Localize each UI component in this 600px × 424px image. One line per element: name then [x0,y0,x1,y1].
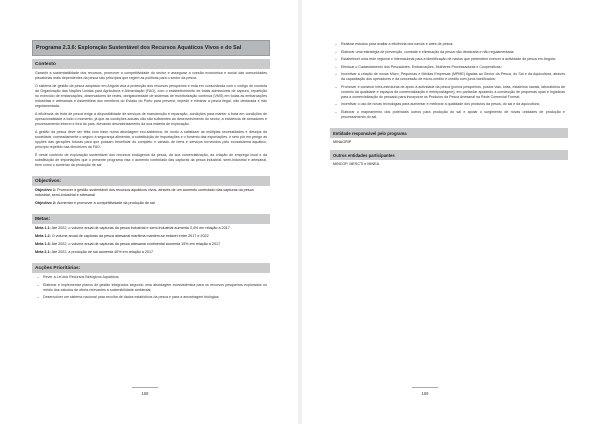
entidade-responsavel-value: MINAGRIP [333,140,352,144]
objectivo-text: Aumentar e promover a competitividade da produção de sal [56,201,155,205]
objectivos-list [32,186,270,211]
meta-key: Meta 1.1: [35,226,51,230]
contexto-text [32,69,270,173]
outras-entidades-heading: Outros entidades participantes [330,150,568,160]
contexto-heading: Contexto [32,59,270,69]
contexto-paragraph: Garantir a sustentabilidade dos recursos, promover a competitividade do sector e assegurar a coesão económica e social das comunidades piscatórias mais dependentes da pesca são princípios que regem as políticas para o sector da pesca. [35,71,267,80]
accao-item: – Elaborar e implementar planos de gestão integrados segundo uma abordagem ecossistémica para os recursos pesqueiros explorados no médio dos estudos de oferta relevantes à sostenibilidade ambiental; [43,283,267,293]
accao-item: – Desenvolver um sistema nacional para recolha de dados estatísticos da pesca e para a amostragem biológica; [43,295,267,300]
meta-item [35,250,267,255]
accao-item: – Elaborar o mapeamento dos potenciais outros para produção do sal e apoiar o surgimento de novas unidades de produção e processamento do sal. [341,110,565,120]
meta-key: Meta 1.2: [35,234,51,238]
accao-item: – Rever a Lei dos Recursos Biológicos Aquáticos; [43,275,267,280]
meta-text: Até 2022, o volume anual de capturas da pesca industrial e semi-industrial aumenta 3,4% em relação a 2017 [51,226,230,230]
accoes-continued-list [330,40,568,124]
contexto-paragraph: O sistema de gestão da pesca adoptado em Angola visa a protecção dos recursos pesqueiros e está em consonância com o código de conduta da Organização das Nações Unidas para Agricultura e Alimentação (FAO), com o estabelecimento de totais admissíveis de captura, repartição no exercício de embarcações, observadores de redes, obrigatoriedade de sistemas de monitorização contínua (VMS) em todas as embarcações industriais e artesanais e Assembleia dos membros do Estado do Porto para prevenir, impedir e eliminar a pesca ilegal, não declarada e não regulamentada. [35,84,267,108]
left-page [0,0,298,424]
meta-item [35,226,267,231]
accao-item: – Elaborar uma estratégia de prevenção, combate e eliminação da pesca não declarada e não regulamentada; [341,50,565,55]
meta-text: Até 2022, o volume anual de capturas da pesca artesanal continental aumenta 15% em relação a 2017 [51,242,221,246]
objectivo-key: Objectivo 2: [35,201,57,205]
left-column [32,40,270,305]
accoes-list [32,273,270,305]
program-title: Programa 2.3.6: Exploração Sustentável dos Recursos Aquáticos Vivos e do Sal [33,41,269,55]
objectivo-item [35,188,267,198]
meta-key: Meta 1.3: [35,242,51,246]
outras-entidades-value: MINCOP, MESCTI e MINEA [333,162,380,166]
program-box [32,40,270,56]
accao-item: – Realizar estudos para avaliar a eficiência dos navios e artes de pesca; [341,42,565,47]
objectivo-text: Promover a gestão sustentável dos recursos aquáticos vivos, através de um aumento controlado das capturas da pesca industrial, semi-industrial e artesanal [35,188,254,197]
accao-item: – Estabelecer uma rede regional e internacional para a identificação de navios que pretendem exercer a actividade de pesca em Angola; [341,57,565,62]
metas-heading: Metas: [32,214,270,224]
page-number-left: 168 [125,387,165,396]
contexto-paragraph: É neste contexto de exploração sustentável dos recursos endógenos da pesca, da sua comercialização, da criação de emprego local e da substituição de importações que o presente programa visa o aumento controlado das capturas da pesca industrial, semi-industrial e artesanal, bem como o aumento da produção de sal. [35,153,267,167]
accoes-heading: Acções Prioritárias: [32,263,270,273]
right-page [302,0,600,424]
objectivos-heading: Objectivos: [32,176,270,186]
meta-text: Até 2022, a produção de sal aumenta 40% em relação a 2017 [51,250,154,254]
accao-item: – Promover e construir infra-estruturas de apoio à actividade da pesca (portos pesqueiros, postos vias, lotas, estaleiros navais, laboratórios de controlo da qualidade e espaços de comercialização e entrepostagem), em particular apoiando a construção de pequenas opas e logísticas para a comercialização do pescado para incorporar os Produtos da Pesca Artesanal na Rede Comercial Formal; [341,85,565,100]
meta-item [35,234,267,239]
page-number-right: 169 [405,387,445,396]
accao-item: – Incentivar a criação de novas Micro, Pequenas e Médias Empresas (MPME) ligadas ao Sector da Pesca, do Sal e da Aquicultura, através da capacitação dos operadores e da concessão de micro-crédito e crédito com juros bonificados; [341,72,565,82]
accao-item: – Efectuar o Cadastramento dos Pescadores, Embarcações, Mulheres Processadoras e Cooperativas; [341,65,565,70]
objectivo-item [35,201,267,206]
meta-text: O volume anual de capturas da pesca artesanal marítima mantém-se estável entre 2017 e 2022 [51,234,209,238]
entidade-responsavel-heading: Entidade responsável pelo programa [330,128,568,138]
accao-item: – Incentivar o uso de novas tecnologias para aumentar e melhorar a qualidade dos produtos da pesca, do sal e da aquicultura; [341,102,565,107]
contexto-paragraph: A gestão da pesca deve ser feita com base numa abordagem eco-sistémica, de modo a satisfazer as múltiplas necessidades e desejos da sociedade, nomeadamente o seguro à segurança alimentar, a substituição de importações e o fomento das exportações, e sem pôr em perigo as opções das gerações futuras para que possam beneficiar do completo e variado de bens e serviços fornecidos pelo ecossistema aquático, princípio repetido nas directrizes da FAO. [35,130,267,149]
right-column [330,40,568,168]
meta-key: Meta 2.1: [35,250,51,254]
meta-item [35,242,267,247]
contexto-paragraph: A eficiência da frota de pesca exige a disponibilidade de serviços de manutenção e reparação, condições para manter a frota em condições de operacionalidade a todo o momento, já que as condições actuais não são suficientes ao desenvolvimento do sector, a existência de armadores e processamento interno e fora do país, elevando desvalorizamento da sua matéria de exploração. [35,112,267,126]
metas-list [32,224,270,260]
objectivo-key: Objectivo 1: [35,188,57,192]
